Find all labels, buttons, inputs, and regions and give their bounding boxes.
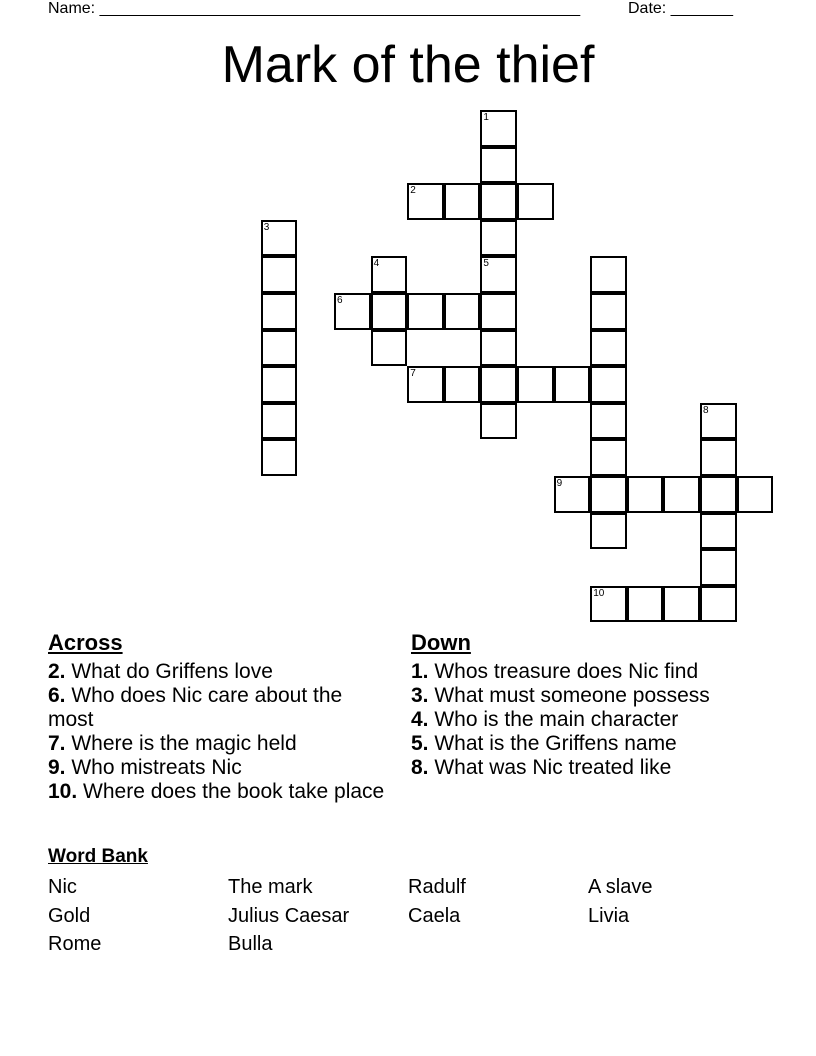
clue-number: 2. [48,660,66,683]
grid-cell[interactable] [554,366,591,403]
clue-number: 4 [373,258,380,270]
grid-cell[interactable] [261,366,298,403]
clue-number: 2 [410,185,416,197]
grid-cell[interactable] [334,293,371,330]
puzzle-title: Mark of the thief [221,36,595,94]
clue-text: Where is the magic held [71,732,297,755]
grid-cell[interactable] [590,403,627,440]
down-clue [411,708,751,732]
clue-number: 4. [411,708,429,731]
grid-cell[interactable] [590,476,627,513]
clue-text: What was Nic treated like [434,756,672,779]
grid-cell[interactable] [627,586,664,623]
grid-cell[interactable] [261,330,298,367]
down-heading: Down [411,630,471,655]
grid-cell[interactable] [407,293,444,330]
clue-number: 3 [263,221,270,233]
clue-number: 7 [410,368,416,380]
grid-cell[interactable] [444,293,481,330]
clue-number: 10. [48,780,78,803]
across-clue [48,756,388,780]
grid-cell[interactable] [590,586,627,623]
clue-number: 7. [48,732,66,755]
grid-cell[interactable] [627,476,664,513]
grid-cell[interactable] [700,513,737,550]
grid-cell[interactable] [444,183,481,220]
grid-cell[interactable] [590,256,627,293]
clue-number: 10 [593,587,605,599]
word-bank-item: A slave [588,876,653,898]
grid-cell[interactable] [517,183,554,220]
word-bank-heading: Word Bank [48,846,148,867]
grid-cell[interactable] [444,366,481,403]
clue-number: 5. [411,732,429,755]
word-bank-item: Caela [408,904,461,927]
clue-text: Where does the book take place [83,780,385,803]
grid-cell[interactable] [700,549,737,586]
across-clue [48,780,388,804]
grid-cell[interactable] [590,513,627,550]
grid-cell[interactable] [737,476,774,513]
down-clue [411,732,751,756]
grid-cell[interactable] [480,293,517,330]
grid-cell[interactable] [554,476,591,513]
grid-cell[interactable] [480,403,517,440]
grid-cell[interactable] [480,110,517,147]
clue-number: 5 [483,258,489,270]
grid-cell[interactable] [590,366,627,403]
grid-cell[interactable] [261,403,298,440]
word-bank [48,873,768,959]
word-bank-item: Bulla [228,933,273,955]
grid-cell[interactable] [407,366,444,403]
across-clue [48,684,388,732]
word-bank-item: Nic [48,876,77,898]
grid-cell[interactable] [480,220,517,257]
word-bank-item: Gold [48,904,91,927]
word-bank-item: Radulf [408,876,466,898]
down-clue [411,684,751,708]
grid-cell[interactable] [407,183,444,220]
grid-cell[interactable] [700,476,737,513]
clue-number: 3. [411,684,429,707]
clue-text: Who is the main character [434,708,679,731]
grid-cell[interactable] [663,586,700,623]
grid-cell[interactable] [517,366,554,403]
clue-text: Who mistreats Nic [71,756,242,779]
clue-number: 8 [703,404,709,416]
grid-cell[interactable] [590,330,627,367]
clue-number: 6. [48,684,66,707]
word-bank-item: Julius Caesar [228,904,350,927]
grid-cell[interactable] [590,293,627,330]
word-bank-item: Rome [48,933,102,955]
clue-number: 8. [411,756,429,779]
grid-cell[interactable] [261,256,298,293]
clue-text: Whos treasure does Nic find [434,660,699,683]
grid-cell[interactable] [700,403,737,440]
grid-cell[interactable] [480,183,517,220]
grid-cell[interactable] [261,220,298,257]
clue-number: 9 [556,478,563,489]
across-heading: Across [48,630,123,655]
grid-cell[interactable] [480,147,517,184]
across-clues [48,630,388,804]
grid-cell[interactable] [480,330,517,367]
grid-cell[interactable] [663,476,700,513]
clue-text: What is the Griffens name [434,732,677,755]
clue-number: 6 [337,295,343,306]
grid-cell[interactable] [371,330,408,367]
grid-cell[interactable] [700,586,737,623]
down-clue [411,660,751,684]
grid-cell[interactable] [480,256,517,293]
clue-number: 9. [48,756,66,779]
clue-text: What must someone possess [434,684,710,707]
word-bank-item: Livia [588,904,630,927]
across-clue [48,660,388,684]
clue-text: What do Griffens love [71,660,273,683]
clue-number: 1 [483,112,489,123]
down-clue [411,756,751,780]
word-bank-item: The mark [228,876,313,898]
clue-number: 1. [411,660,429,683]
name-field[interactable]: Name: ______________________________________________________ [48,0,581,17]
grid-cell[interactable] [700,439,737,476]
across-clue [48,732,388,756]
grid-cell[interactable] [590,439,627,476]
grid-cell[interactable] [371,256,408,293]
clue-text: Who does Nic care about the most [48,684,343,731]
date-field[interactable]: Date: _______ [628,0,733,17]
grid-cell[interactable] [261,439,298,476]
grid-cell[interactable] [480,366,517,403]
down-clues [411,630,751,780]
grid-cell[interactable] [371,293,408,330]
grid-cell[interactable] [261,293,298,330]
